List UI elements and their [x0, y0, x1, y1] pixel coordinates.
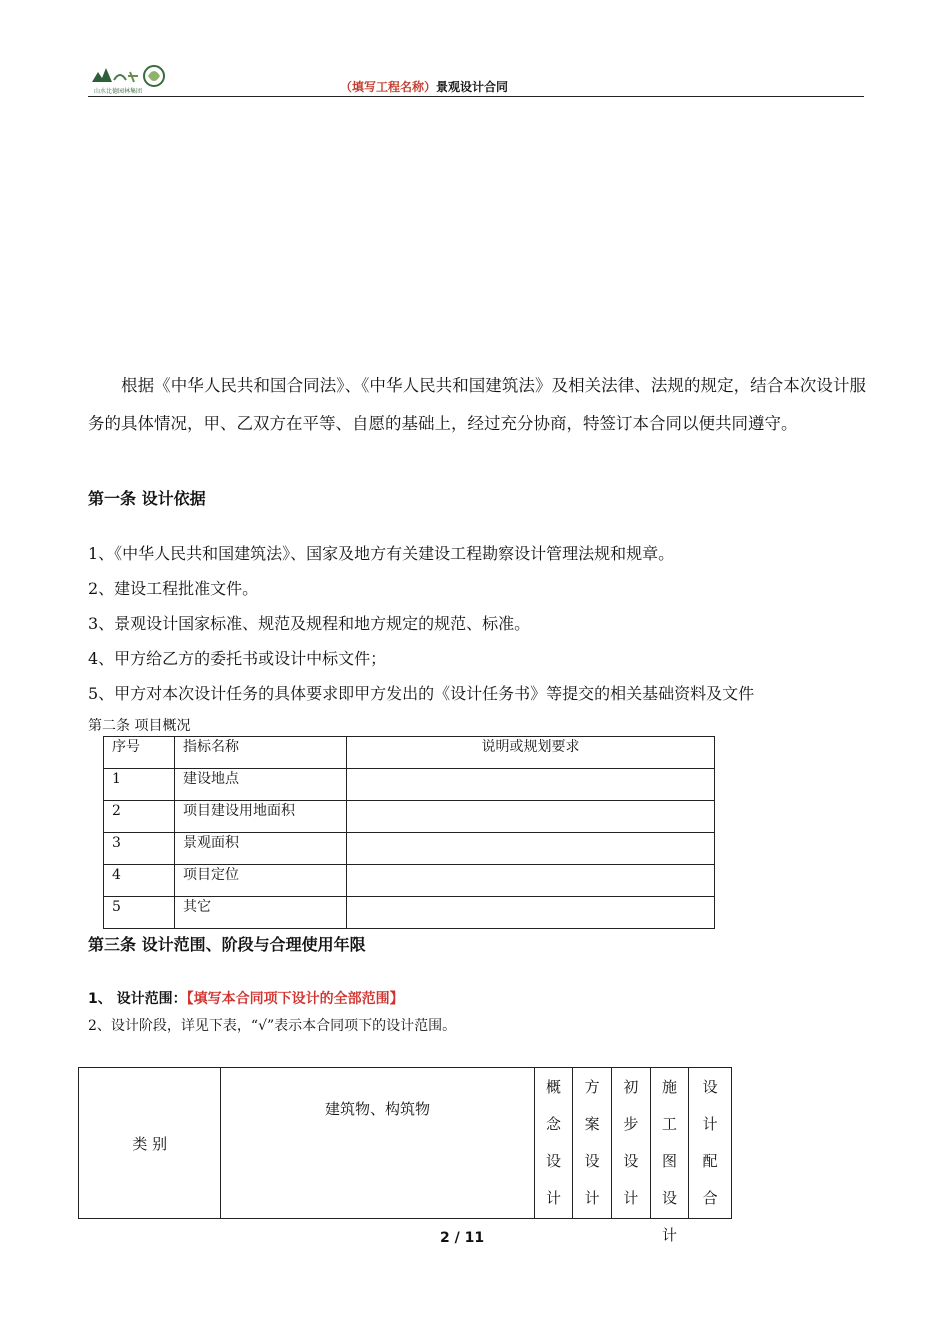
stage-scheme-label: 方案设计: [584, 1078, 600, 1207]
logo-text: 山水比德园林集团: [94, 88, 143, 95]
stage-preliminary-label: 初步设计: [623, 1078, 639, 1207]
header-divider: [88, 96, 864, 97]
header-cell-no: 序号: [104, 737, 175, 769]
header-title-contract: 景观设计合同: [436, 80, 509, 94]
row-indicator: 其它: [175, 897, 347, 929]
row-no: 1: [104, 769, 175, 801]
stage-construction-label: 施工图设计: [662, 1078, 678, 1244]
article1-item-1: 1、《中华人民共和国建筑法》、国家及地方有关建设工程勘察设计管理法规和规章。: [88, 544, 675, 563]
header-title: [340, 78, 508, 95]
article1-item-3: 3、景观设计国家标准、规范及规程和地方规定的规范、标准。: [88, 614, 531, 633]
design-scope-label: 1、 设计范围：: [88, 991, 187, 1007]
design-scope-line: [88, 988, 404, 1008]
stage-concept-label: 概念设计: [545, 1078, 561, 1207]
design-scope-placeholder: 【填写本合同项下设计的全部范围】: [186, 991, 404, 1007]
row-description[interactable]: [347, 801, 715, 833]
stage-cell-preliminary: [612, 1068, 651, 1219]
stage-cell-coordination: [689, 1068, 732, 1219]
stage-coordination-label: 设计配合: [702, 1078, 718, 1207]
category-cell: 类 别: [79, 1068, 221, 1219]
row-no: 4: [104, 865, 175, 897]
buildings-cell: 建筑物、构筑物: [221, 1068, 534, 1219]
table-row: [104, 897, 715, 929]
header-title-project: （填写工程名称）: [340, 80, 437, 94]
table-header-row: [104, 737, 715, 769]
article3-title: 第三条 设计范围、阶段与合理使用年限: [88, 935, 366, 954]
table-row: [104, 801, 715, 833]
table-row: [104, 865, 715, 897]
row-indicator: 景观面积: [175, 833, 347, 865]
row-indicator: 项目定位: [175, 865, 347, 897]
row-description[interactable]: [347, 865, 715, 897]
intro-text: 根据《中华人民共和国合同法》、《中华人民共和国建筑法》及相关法律、法规的规定，结合本次设计服务的具体情况，甲、乙双方在平等、自愿的基础上，经过充分协商，特签订本合同以便共同遵守。: [88, 376, 866, 433]
stage-header-row: [79, 1068, 732, 1219]
row-no: 5: [104, 897, 175, 929]
row-description[interactable]: [347, 833, 715, 865]
company-logo: [88, 62, 168, 94]
table-row: [104, 833, 715, 865]
row-description[interactable]: [347, 897, 715, 929]
article1-item-5: 5、甲方对本次设计任务的具体要求即甲方发出的《设计任务书》等提交的相关基础资料及文件: [88, 684, 755, 703]
stage-cell-scheme: [573, 1068, 612, 1219]
header-cell-description: 说明或规划要求: [347, 737, 715, 769]
stage-cell-concept: [534, 1068, 573, 1219]
project-overview-table: [103, 736, 715, 929]
article1-item-2: 2、建设工程批准文件。: [88, 579, 259, 598]
row-indicator: 建设地点: [175, 769, 347, 801]
row-description[interactable]: [347, 769, 715, 801]
header-cell-indicator: 指标名称: [175, 737, 347, 769]
intro-paragraph: [88, 367, 866, 443]
page-number: 2 / 11: [440, 1230, 485, 1246]
article1-title: 第一条 设计依据: [88, 489, 206, 508]
design-stage-text: 2、设计阶段，详见下表，“√”表示本合同项下的设计范围。: [88, 1018, 457, 1034]
table-row: [104, 769, 715, 801]
row-indicator: 项目建设用地面积: [175, 801, 347, 833]
article1-item-4: 4、甲方给乙方的委托书或设计中标文件；: [88, 649, 387, 668]
row-no: 2: [104, 801, 175, 833]
article2-title: 第二条 项目概况: [88, 718, 191, 734]
stage-cell-construction: [650, 1068, 689, 1244]
row-no: 3: [104, 833, 175, 865]
